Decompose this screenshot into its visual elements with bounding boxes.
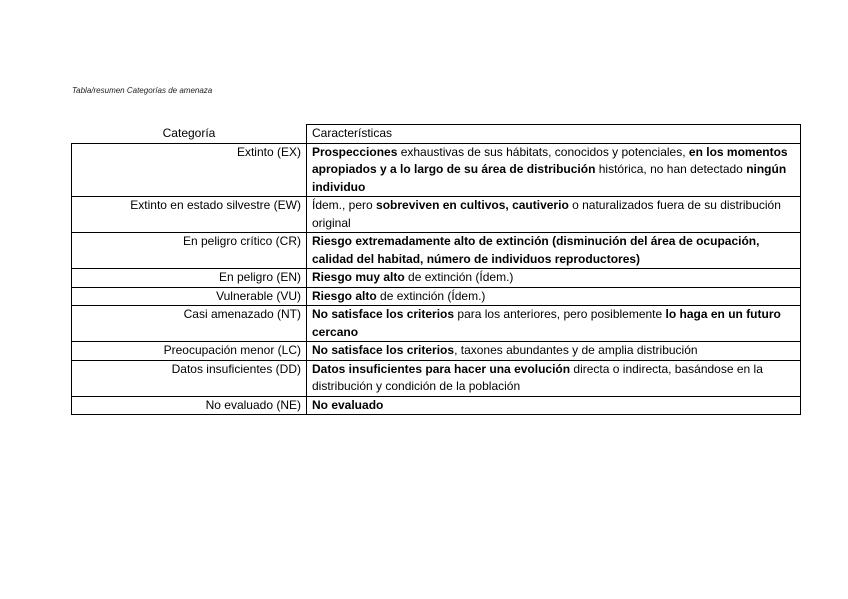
characteristics-cell xyxy=(307,342,801,361)
threat-categories-table xyxy=(71,124,801,415)
category-cell: Casi amenazado (NT) xyxy=(72,306,307,342)
category-cell: En peligro crítico (CR) xyxy=(72,233,307,269)
category-cell: Extinto en estado silvestre (EW) xyxy=(72,197,307,233)
table-row xyxy=(72,360,801,396)
bold-text-segment: No evaluado xyxy=(312,397,384,412)
text-segment: de extinción (Ídem.) xyxy=(404,270,514,284)
table-body xyxy=(72,143,801,415)
column-header-characteristics: Características xyxy=(307,125,801,144)
table-row xyxy=(72,233,801,269)
bold-text-segment: No satisface los criterios xyxy=(312,307,455,321)
category-cell: Datos insuficientes (DD) xyxy=(72,360,307,396)
text-segment: Ídem., pero xyxy=(312,198,377,212)
category-cell: Preocupación menor (LC) xyxy=(72,342,307,361)
text-segment: o naturalizados fuera de su distribución original xyxy=(312,198,781,230)
characteristics-cell xyxy=(307,143,801,197)
bold-text-segment: ningún individuo xyxy=(312,162,787,194)
category-cell: En peligro (EN) xyxy=(72,269,307,288)
category-cell: Extinto (EX) xyxy=(72,143,307,197)
characteristics-cell xyxy=(307,360,801,396)
characteristics-cell xyxy=(307,287,801,306)
table-row xyxy=(72,197,801,233)
bold-text-segment: Riesgo extremadamente alto de extinción (disminución del área de ocupación, calidad del habitad, número de individuos reproductores) xyxy=(312,234,760,266)
category-cell: Vulnerable (VU) xyxy=(72,287,307,306)
bold-text-segment: sobreviven en cultivos, cautiverio xyxy=(376,198,569,212)
characteristics-cell xyxy=(307,233,801,269)
text-segment: directa o indirecta, basándose en la distribución y condición de la población xyxy=(312,361,763,393)
bold-text-segment: en los momentos apropiados y a lo largo de su área de distribución xyxy=(312,144,788,176)
bold-text-segment: No satisface los criterios xyxy=(312,343,455,357)
text-segment: histórica, no han detectado xyxy=(595,162,747,176)
characteristics-cell xyxy=(307,306,801,342)
characteristics-cell xyxy=(307,197,801,233)
table-row xyxy=(72,306,801,342)
bold-text-segment: Riesgo alto xyxy=(312,288,377,303)
bold-text-segment: Riesgo muy alto xyxy=(312,270,405,284)
characteristics-cell xyxy=(307,269,801,288)
table-row xyxy=(72,396,801,415)
table-caption: Tabla/resumen Categorías de amenaza xyxy=(72,86,213,95)
text-segment: exhaustivas de sus hábitats, conocidos y potenciales, xyxy=(397,144,689,159)
table-row xyxy=(72,287,801,306)
text-segment: para los anteriores, pero posiblemente xyxy=(454,307,666,321)
table-row xyxy=(72,143,801,197)
characteristics-cell xyxy=(307,396,801,415)
category-cell: No evaluado (NE) xyxy=(72,396,307,415)
bold-text-segment: lo haga en un futuro cercano xyxy=(312,307,781,339)
column-header-category: Categoría xyxy=(72,125,307,144)
text-segment: , taxones abundantes y de amplia distribución xyxy=(454,343,698,357)
table-header-row xyxy=(72,125,801,144)
bold-text-segment: Prospecciones xyxy=(312,144,398,159)
bold-text-segment: Datos insuficientes para hacer una evolución xyxy=(312,361,571,376)
text-segment: de extinción (Ídem.) xyxy=(376,288,486,303)
table-row xyxy=(72,269,801,288)
table-row xyxy=(72,342,801,361)
